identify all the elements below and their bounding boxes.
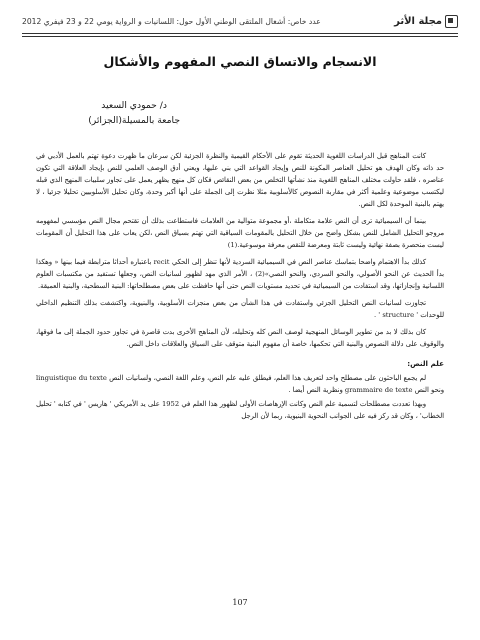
paragraph: كذلك بدأ الاهتمام واضحا بتماسك عناصر النص في السيميائية السردية لأنها تنظر إلى الحكي recit باعتباره أحداثا مترابطة فيما بينها « وهكذا بدأ الحديث عن النحو الأصولي، والنحو السردي، والنحو النصي»(2) ، الأمر الذي مهد لظهور لسانيات النص، وجعلها تستفيد من مكتسبات العلوم اللسانية وإنجازاتها، وقد استفادت من السيميائية في تحديد مستويات النص حتى أنها حافظت على بعض مصطلحاتها: البنية السطحية، والبنية العميقة. <box>36 258 444 290</box>
paragraph: كان بذلك لا بد من تطوير الوسائل المنهجية لوصف النص كله وتحليله، لأن المناهج الأخرى بدت قاصرة في تجاوز حدود الجملة إلى ما فوقها، والوقوف على دلالة النصوص والبنية التي تحكمها، خاصة أن مفهوم البنية متوقف على السياق والعلاقات داخل النص. <box>36 328 444 348</box>
article-body <box>36 150 444 427</box>
author-block <box>88 98 180 128</box>
running-header <box>22 10 458 32</box>
header-rule-thin <box>22 36 458 37</box>
paragraph: كانت المناهج قبل الدراسات اللغوية الحديثة تقوم على الأحكام القيمية والنظرة الجزئية لكن سرعان ما ظهرت دعوة تهتم بالعمل الأدبي في حد ذاته وكان الهدف هو تحليل العناصر المكونة للنص وإيجاد القواعد التي بني عليها، ويعني أدق الوصف العلمي للنص بإيجاد العلاقة التي تكون عناصره ، فلقد حاولت مختلف المناهج اللغوية منذ نشأتها التخلص من بعض النقائص فكان كل منهج يظهر يعمل على تجاوز سلبيات المنهج الذي قبله ليكتسب موضوعية وعلمية أكثر في مقاربة النصوص كالأسلوبية مثلا نظرت إلى الجملة على أنها أكبر وحدة، وكان تحليل الأسلوبيين تحليلا جزئيا ، لا يهتم بالبنية الموحدة لكل النص. <box>36 152 444 208</box>
author-affiliation: جامعة بالمسيلة(الجزائر) <box>88 115 180 126</box>
paragraph: لم يجمع الباحثون على مصطلح واحد لتعريف هذا العلم، فيطلق عليه علم النص، وعلم اللغة النصي، ولسانيات النص linguistique du texte ونحو النص grammaire de texte ونظرية النص أيضا . <box>36 374 444 394</box>
paragraph: تجاوزت لسانيات النص التحليل الجزئي واستفادت في هذا الشأن من بعض منجزات الأسلوبية، والبنيوية، واكتشفت بذلك التنظيم الداخلي للوحدات ' structure ' . <box>36 299 444 319</box>
author-name: د/ حمودي السعيد <box>101 100 167 111</box>
journal-logo-icon <box>445 15 458 28</box>
header-rule-thick <box>22 33 458 34</box>
page-number: 107 <box>232 598 248 607</box>
section-heading: علم النص: <box>407 359 444 368</box>
journal-name <box>394 15 458 28</box>
paragraph: بينما أن السيميائية ترى أن النص علامة متكاملة ،أو مجموعة متوالية من العلامات فاستطاعت بذلك أن تقتحم مجال النص مؤسسي لمفهومه مروجو التحليل الشامل للنص بشكل واضح من خلال التحليل بالمقومات السياقية التي تهتم بسياق النص ،لكن يعاب على هذا التحليل أن المقومات ليست منحصرة بصفة نهائية وليست ثابتة ومعرضة للنقص معرفة موسوعية.(1) <box>36 217 444 249</box>
article-title: الانسجام والاتساق النصي المفهوم والأشكال <box>103 54 377 69</box>
journal-name-text: مجلة الأثر <box>394 15 442 27</box>
paragraph: وبهذا تعددت مصطلحات لتسمية علم النص وكانت الإرهاصات الأولى لظهور هذا العلم في 1952 على يد الأمريكي ' هاريس ' في كتابه ' تحليل الخطاب' ، وكان قد ركز فيه على الجوانب النحوية البنيوية، ربما لأن الرجل <box>36 400 444 420</box>
issue-info: عدد خاص: أشغال الملتقى الوطني الأول حول: اللسانيات و الرواية يومي 22 و 23 فيفري 2012 <box>22 16 321 26</box>
